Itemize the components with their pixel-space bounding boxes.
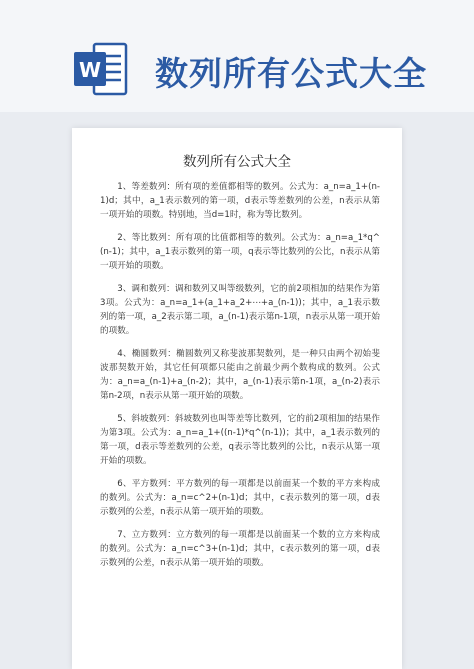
document-page <box>72 128 402 669</box>
paragraph-square-sequence: 6、平方数列：平方数列的每一项都是以前面某一个数的平方来构成的数列。公式为：a_n=c^2+(n-1)d；其中，c表示数列的第一项，d表示数列的公差，n表示从第一项开始的项数。 <box>100 479 380 517</box>
paragraph-cube-sequence: 7、立方数列：立方数列的每一项都是以前面某一个数的立方来构成的数列。公式为：a_n=c^3+(n-1)d；其中，c表示数列的第一项，d表示数列的公差，n表示从第一项开始的项数。 <box>100 530 380 568</box>
paragraph-ellipse-sequence: 4、椭圆数列：椭圆数列又称斐波那契数列，是一种只由两个初始斐波那契数开始，其它任何项都只能由之前最少两个数构成的数列。公式为：a_n=a_(n-1)+a_(n-2)；其中，a_(n-1)表示第n-1项，a_(n-2)表示第n-2项，n表示从第一项开始的项数。 <box>100 349 380 401</box>
paragraph-slope-sequence: 5、斜坡数列：斜坡数列也叫等差等比数列，它的前2项相加的结果作为第3项。公式为：a_n=a_1+((n-1)*q^(n-1))；其中，a_1表示数列的第一项，d表示等差数列的公差，q表示等比数列的公比，n表示从第一项开始的项数。 <box>100 414 380 466</box>
document-body <box>100 180 380 579</box>
word-doc-icon <box>72 40 130 98</box>
word-icon-letter: W <box>78 58 102 82</box>
banner-title: 数列所有公式大全 <box>155 54 427 93</box>
paragraph-arithmetic-sequence: 1、等差数列：所有项的差值都相等的数列。公式为：a_n=a_1+(n-1)d；其中，a_1表示数列的第一项，d表示等差数列的公差，n表示从第一项开始的项数。特别地，当d=1时，称为等比数列。 <box>100 182 380 220</box>
header-banner <box>0 0 474 112</box>
paragraph-harmonic-sequence: 3、调和数列：调和数列又叫等级数列，它的前2项相加的结果作为第3项。公式为：a_n=a_1+(a_1+a_2+⋯+a_(n-1))；其中，a_1表示数列的第一项，a_2表示第二项，a_(n-1)表示第n-1项，n表示从第一项开始的项数。 <box>100 284 380 336</box>
paragraph-geometric-sequence: 2、等比数列：所有项的比值都相等的数列。公式为：a_n=a_1*q^(n-1)；其中，a_1表示数列的第一项，q表示等比数列的公比，n表示从第一项开始的项数。 <box>100 233 380 271</box>
document-title: 数列所有公式大全 <box>183 154 291 170</box>
